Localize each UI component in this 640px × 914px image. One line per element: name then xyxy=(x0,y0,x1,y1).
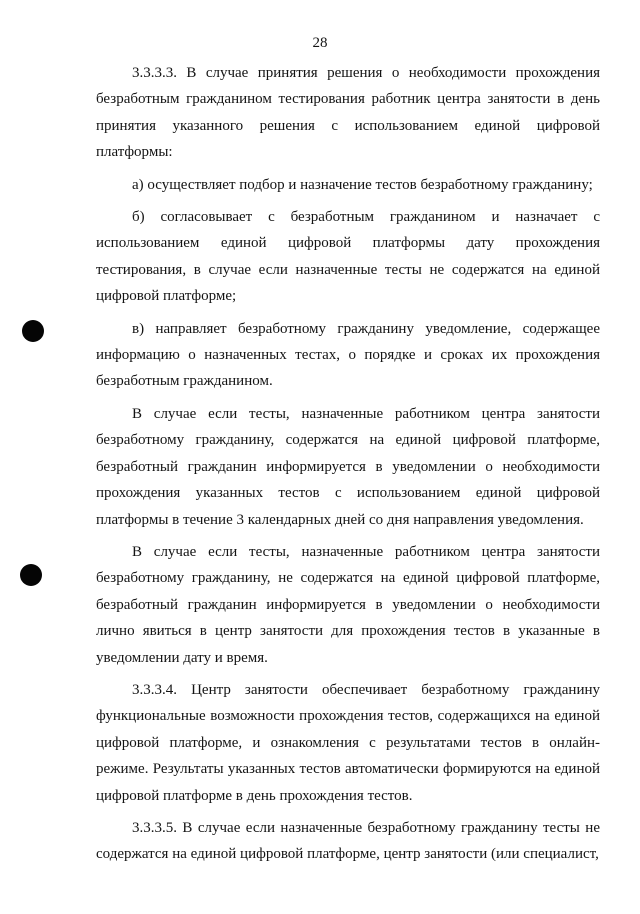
paragraph-item-b: б) согласовывает с безработным гражданином и назначает с использованием единой цифровой платформы дату прохождения тестирования, в случае если назначенные тесты не содержатся на единой цифровой платформе; xyxy=(96,209,600,305)
page-number: 28 xyxy=(312,35,328,51)
punch-hole-mark xyxy=(20,564,42,586)
paragraph-tests-not-on-platform: В случае если тесты, назначенные работником центра занятости безработному гражданину, не содержатся на единой цифровой платформе, безработный гражданин информируется в уведомлении о необходимости лично явиться в центр занятости для прохождения тестов в указанные в уведомлении дату и время. xyxy=(96,543,600,666)
paragraph-3-3-3-5: 3.3.3.5. В случае если назначенные безработному гражданину тесты не содержатся на единой цифровой платформе, центр занятости (или специалист, xyxy=(96,819,600,863)
paragraph-item-a: а) осуществляет подбор и назначение тестов безработному гражданину; xyxy=(132,176,593,193)
paragraph-3-3-3-3: 3.3.3.3. В случае принятия решения о необходимости прохождения безработным гражданином тестирования работник центра занятости в день принятия указанного решения с использованием единой цифровой платформы: xyxy=(96,65,600,161)
paragraph-3-3-3-4: 3.3.3.4. Центр занятости обеспечивает безработному гражданину функциональные возможности прохождения тестов, содержащихся на единой цифровой платформе, и ознакомления с результатами тестов в онлайн-режиме. Результаты указанных тестов автоматически формируются на единой цифровой платформе в день прохождения тестов. xyxy=(96,681,600,804)
document-body xyxy=(96,60,600,874)
punch-hole-mark xyxy=(22,320,44,342)
paragraph-tests-on-platform: В случае если тесты, назначенные работником центра занятости безработному гражданину, содержатся на единой цифровой платформе, безработный гражданин информируется в уведомлении о необходимости прохождения указанных тестов с использованием единой цифровой платформы в течение 3 календарных дней со дня направления уведомления. xyxy=(96,405,600,528)
paragraph-item-v: в) направляет безработному гражданину уведомление, содержащее информацию о назначенных тестах, о порядке и сроках их прохождения безработным гражданином. xyxy=(96,320,600,390)
